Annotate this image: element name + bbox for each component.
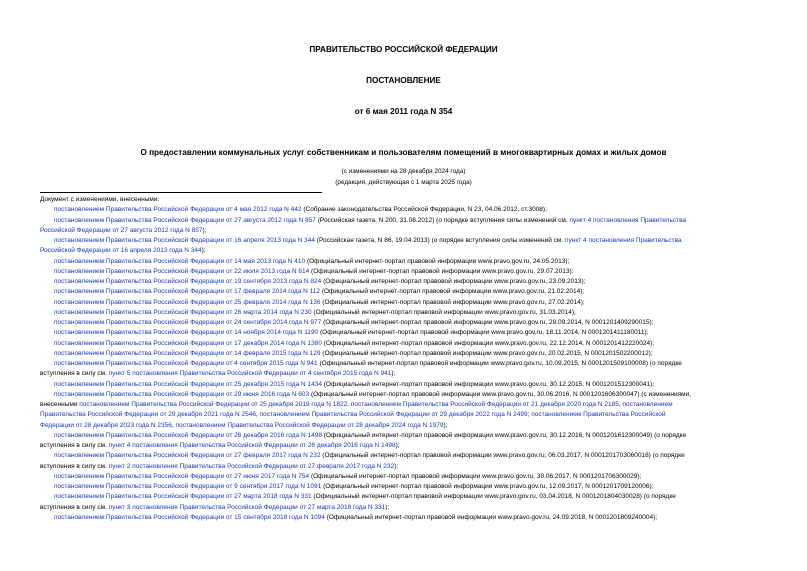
line-text: (Официальный интернет-портал правовой информации www.pravo.gov.ru, 27.02.2014); (320, 298, 585, 306)
document-title: О предоставлении коммунальных услуг собственникам и пользователям помещений в многоквартирных домах и жилых домов (140, 148, 667, 157)
document-link[interactable]: пункт 4 постановления Правительства (564, 237, 682, 244)
line-text: , (618, 401, 623, 408)
document-link[interactable]: постановлением (622, 401, 673, 408)
changes-intro: Документ с изменениями, внесенными: (40, 196, 160, 203)
document-link[interactable]: постановлением Правительства Российской Федерации от 16 апреля 2013 года N 344 (54, 237, 315, 244)
changes-line (40, 513, 770, 523)
changes-line (40, 246, 770, 256)
line-text: вступления в силу см. (40, 442, 109, 449)
line-text: ); (443, 421, 448, 429)
line-text: (Российская газета, N 86, 19.04.2013) (о порядке вступления силы изменений см. (315, 237, 565, 244)
document-link[interactable]: постановлением Правительства Российской Федерации от 27 августа 2012 года N 857 (54, 216, 316, 224)
document-link[interactable]: постановлением Правительства Российской Федерации от 19 сентября 2013 года N 824 (54, 278, 322, 285)
line-text: (Официальный интернет-портал правовой информации www.pravo.gov.ru, 30.06.2017, N 0001201706300029); (309, 472, 642, 480)
document-link[interactable]: постановлением Правительства Российской Федерации от 17 февраля 2014 года N 112 (54, 288, 321, 296)
document-link[interactable]: пункт 4 постановления Правительства Российской Федерации от 26 декабря 2016 года N 1498 (108, 442, 396, 449)
line-text: (Официальный интернет-портал правовой информации www.pravo.gov.ru, 22.12.2014, N 0001201412220024); (321, 339, 655, 347)
edition-note: (редакция, действующая с 1 марта 2025 года) (335, 179, 472, 186)
changes-line (40, 287, 770, 297)
government-heading: ПРАВИТЕЛЬСТВО РОССИЙСКОЙ ФЕДЕРАЦИИ (309, 45, 498, 54)
line-text: (Официальный интернет-портал правовой информации www.pravo.gov.ru, 24.05.2013); (305, 257, 570, 265)
document-link[interactable]: постановлением Правительства Российской Федерации от 4 мая 2012 года N 442 (54, 206, 302, 214)
document-link[interactable]: Российской Федерации от 27 августа 2012 года N 857 (40, 226, 203, 234)
line-text: (Официальный интернет-портал правовой информации www.pravo.gov.ru, 21.02.2014); (320, 288, 585, 296)
line-text: ); (202, 226, 207, 234)
line-text: внесенными (40, 401, 80, 408)
changes-line (40, 216, 770, 226)
changes-line (40, 390, 770, 400)
changes-line (40, 462, 770, 472)
changes-line (40, 339, 770, 349)
document-date-number: от 6 мая 2011 года N 354 (354, 107, 453, 116)
document-link[interactable]: постановлением Правительства Российской Федерации от 14 февраля 2015 года N 129 (54, 349, 321, 357)
line-text: вступления в силу см. (40, 462, 109, 470)
separator-rule (40, 192, 322, 193)
line-text: ; (527, 411, 532, 419)
changes-line (40, 277, 770, 287)
changes-line (40, 472, 770, 482)
changes-line (40, 308, 770, 318)
line-text: ); (391, 370, 396, 378)
changes-line (40, 400, 770, 410)
line-text: ); (394, 462, 399, 470)
changes-line (40, 441, 770, 451)
line-text: (Официальный интернет-портал правовой информации www.pravo.gov.ru, 31.03.2014); (311, 308, 576, 316)
changes-line (40, 380, 770, 390)
line-text: (Собрание законодательства Российской Федерации, N 23, 04.06.2012, ст.3008); (301, 206, 547, 214)
changes-line (40, 369, 770, 379)
line-text: , (347, 401, 351, 408)
line-text: (Российская газета, N 200, 31.08.2012) (о порядке вступления силы изменений см. (315, 216, 570, 224)
line-text: , (171, 421, 176, 429)
changes-line (40, 267, 770, 277)
line-text: (Официальный интернет-портал правовой информации www.pravo.gov.ru, 18.11.2014, N 0001201411180011); (318, 329, 649, 337)
changes-line (40, 503, 770, 513)
line-text: ); (385, 503, 390, 511)
document-link[interactable]: постановлением Правительства Российской Федерации от 22 июля 2013 года N 614 (54, 267, 310, 275)
document-link[interactable]: постановлением Правительства Российской Федерации от 26 марта 2014 года N 230 (54, 308, 312, 316)
document-link[interactable]: пункт 2 постановления Правительства Российской Федерации от 27 февраля 2017 года N 232 (108, 462, 395, 470)
line-text: (Официальный интернет-портал правовой информации www.pravo.gov.ru, 30.06.2016, N 0001201606300047) (с изменениями, (309, 390, 692, 398)
document-link[interactable]: постановлением Правительства Российской Федерации от 4 сентября 2015 года N 941 (54, 360, 318, 367)
line-text: вступления в силу см. (40, 370, 109, 378)
document-link[interactable]: Федерации от 28 декабря 2023 года N 2356 (40, 421, 172, 429)
document-link[interactable]: постановлением Правительства Российской Федерации от 25 декабря 2019 года N 1822 (79, 401, 348, 408)
line-text: (Официальный интернет-портал правовой информации www.pravo.gov.ru, 03.04.2018, N 0001201804030028) (о порядке (311, 493, 676, 501)
document-link[interactable]: пункт 5 постановления Правительства Российской Федерации от 4 сентября 2015 года N 941 (108, 370, 392, 378)
document-link[interactable]: постановлением Правительства Российской Федерации от 29 декабря 2022 года N 2499 (259, 411, 528, 419)
document-link[interactable]: постановлением Правительства Российской Федерации от 17 декабря 2014 года N 1380 (54, 339, 322, 347)
line-text: (Официальный интернет-портал правовой информации www.pravo.gov.ru, 29.07.2013); (309, 267, 574, 275)
document-link[interactable]: постановлением Правительства Российской Федерации от 15 сентября 2018 года N 1094 (54, 513, 325, 521)
line-text: (Официальный интернет-портал правовой информации www.pravo.gov.ru, 12.09.2017, N 0001201709120006); (321, 483, 654, 490)
changes-line (40, 421, 770, 431)
line-text: (Официальный интернет-портал правовой информации www.pravo.gov.ru, 06.03.2017, N 0001201703060018) (о порядке (320, 452, 685, 460)
line-text: (Официальный интернет-портал правовой информации www.pravo.gov.ru, 30.12.2015, N 0001201512300041); (321, 380, 655, 388)
document-link[interactable]: пункт 3 постановления Правительства Российской Федерации от 27 марта 2018 года N 331 (108, 503, 386, 511)
document-link[interactable]: постановлением Правительства Российской (531, 411, 666, 419)
line-text: , (256, 411, 260, 419)
document-link[interactable]: постановлением Правительства Российской Федерации от 27 июня 2017 года N 754 (54, 472, 310, 480)
changes-line (40, 205, 770, 215)
changes-line (40, 349, 770, 359)
changes-line (40, 236, 770, 246)
document-link[interactable]: постановлением Правительства Российской Федерации от 28 декабря 2024 года N 1979 (175, 421, 444, 429)
document-link[interactable]: Правительства Российской Федерации от 29 декабря 2021 года N 2546 (40, 411, 257, 419)
document-link[interactable]: постановлением Правительства Российской Федерации от 21 декабря 2020 года N 2185 (350, 401, 619, 408)
changes-note: (с изменениями на 28 декабря 2024 года) (341, 168, 466, 175)
changes-line (40, 431, 770, 441)
changes-line (40, 298, 770, 308)
changes-line (40, 359, 770, 369)
changes-line (40, 410, 770, 420)
line-text: (Официальный интернет-портал правовой информации www.pravo.gov.ru, 24.09.2018, N 0001201809240004); (324, 513, 658, 521)
changes-line (40, 257, 770, 267)
document-link[interactable]: постановлением Правительства Российской Федерации от 24 сентября 2014 года N 977 (54, 319, 322, 326)
changes-line (40, 226, 770, 236)
document-link[interactable]: постановлением Правительства Российской Федерации от 25 февраля 2014 года N 136 (54, 298, 321, 306)
line-text: (Официальный интернет-портал правовой информации www.pravo.gov.ru, 10.09.2015, N 0001201509100008) (о порядке (317, 360, 682, 367)
changes-line (40, 482, 770, 492)
document-link[interactable]: постановлением Правительства Российской Федерации от 9 сентября 2017 года N 1091 (54, 483, 322, 490)
document-link[interactable]: постановлением Правительства Российской Федерации от 26 декабря 2016 года N 1498 (54, 431, 322, 439)
document-link[interactable]: пункт 4 постановления Правительства (569, 216, 687, 224)
line-text: ); (201, 247, 206, 255)
changes-line (40, 318, 770, 328)
document-link[interactable]: Российской Федерации от 16 апреля 2013 года N 344 (40, 247, 202, 255)
changes-line (40, 328, 770, 338)
document-link[interactable]: постановлением Правительства Российской Федерации от 29 июня 2016 года N 603 (54, 390, 310, 398)
line-text: (Официальный интернет-портал правовой информации www.pravo.gov.ru, 23.09.2013); (321, 278, 586, 285)
document-link[interactable]: постановлением Правительства Российской Федерации от 27 марта 2018 года N 331 (54, 493, 312, 501)
document-type: ПОСТАНОВЛЕНИЕ (366, 76, 441, 85)
line-text: (Официальный интернет-портал правовой информации www.pravo.gov.ru, 29.09.2014, N 0001201409290015); (321, 319, 654, 326)
document-link[interactable]: постановлением Правительства Российской Федерации от 27 февраля 2017 года N 232 (54, 452, 321, 460)
changes-line (40, 492, 770, 502)
line-text: (Официальный интернет-портал правовой информации www.pravo.gov.ru, 20.02.2015, N 0001201502200012); (320, 349, 653, 357)
document-link[interactable]: постановлением Правительства Российской Федерации от 14 мая 2013 года N 410 (54, 257, 306, 265)
line-text: ); (395, 442, 400, 449)
changes-line (40, 451, 770, 461)
changes-list (40, 195, 770, 523)
document-link[interactable]: постановлением Правительства Российской Федерации от 25 декабря 2015 года N 1434 (54, 380, 322, 388)
line-text: вступления в силу см. (40, 503, 109, 511)
line-text: (Официальный интернет-портал правовой информации www.pravo.gov.ru, 30.12.2016, N 0001201612300049) (о порядке (321, 431, 687, 439)
document-link[interactable]: постановлением Правительства Российской Федерации от 14 ноября 2014 года N 1190 (54, 329, 319, 337)
